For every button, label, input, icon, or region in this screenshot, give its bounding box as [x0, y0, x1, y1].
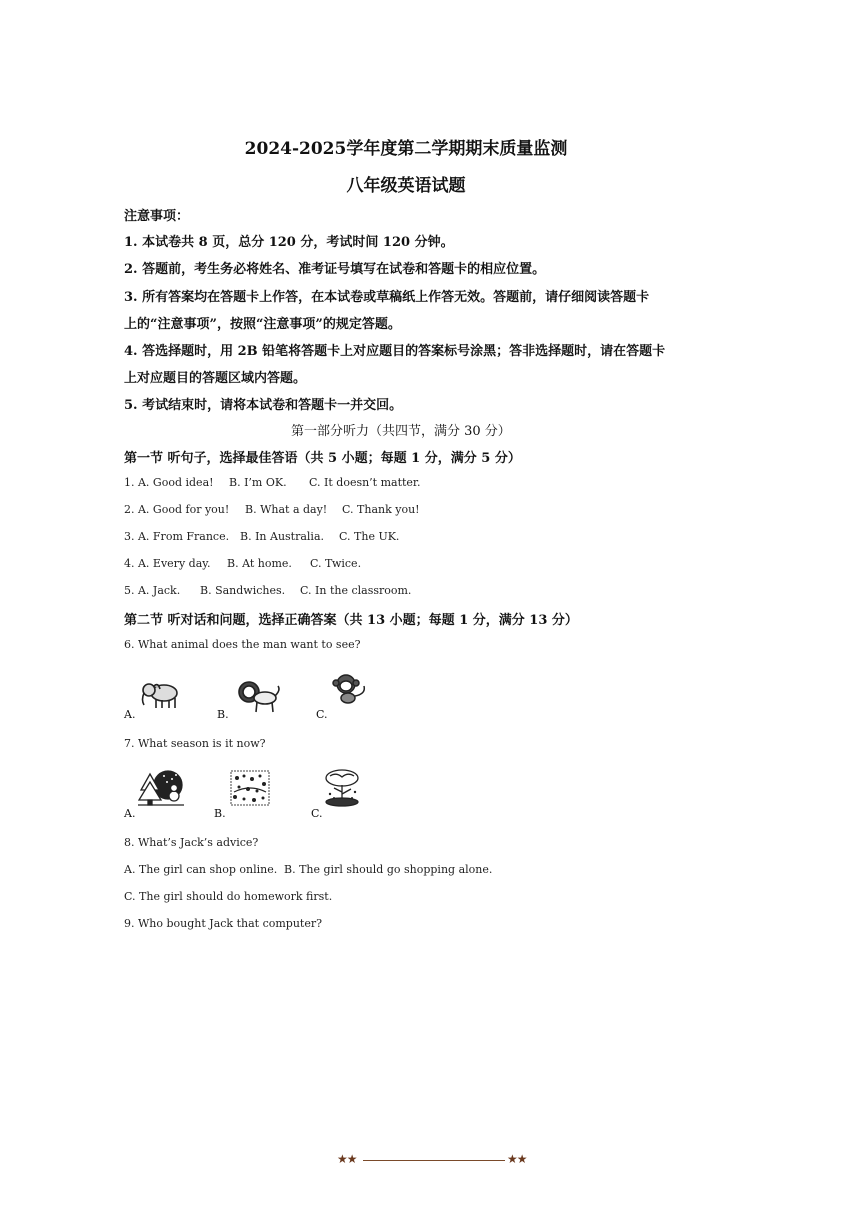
footer-divider — [363, 1160, 505, 1161]
question-6-label-a: A. — [124, 708, 136, 721]
notice-line-5: 5. 考试结束时，请将本试卷和答题卡一并交回。 — [124, 398, 403, 413]
question-4-option-b: B. At home. — [227, 557, 292, 570]
question-2-option-a: 2. A. Good for you! — [124, 503, 230, 516]
question-1-option-b: B. I’m OK. — [229, 476, 287, 489]
lion-icon — [237, 680, 281, 714]
question-6-stem: 6. What animal does the man want to see? — [124, 638, 361, 651]
notice-heading: 注意事项： — [124, 209, 190, 224]
star-icon: ★★ — [337, 1152, 357, 1166]
winter-scene-icon — [138, 770, 184, 806]
question-7-label-c: C. — [311, 807, 323, 820]
question-7-stem: 7. What season is it now? — [124, 737, 266, 750]
section2-title: 第二节 听对话和问题，选择正确答案（共 13 小题；每题 1 分，满分 13 分） — [124, 613, 578, 628]
question-8-stem: 8. What’s Jack’s advice? — [124, 836, 259, 849]
question-5-option-c: C. In the classroom. — [300, 584, 412, 597]
question-7-label-a: A. — [124, 807, 136, 820]
notice-line-3b: 上的“注意事项”，按照“注意事项”的规定答题。 — [124, 317, 401, 332]
notice-line-4: 4. 答选择题时，用 2B 铅笔将答题卡上对应题目的答案标号涂黑；答非选择题时，请在答题卡 — [124, 344, 666, 359]
question-4-option-a: 4. A. Every day. — [124, 557, 211, 570]
question-4-option-c: C. Twice. — [310, 557, 362, 570]
question-9-stem: 9. Who bought Jack that computer? — [124, 917, 322, 930]
question-6-label-b: B. — [217, 708, 229, 721]
notice-line-2: 2. 答题前，考生务必将姓名、准考证号填写在试卷和答题卡的相应位置。 — [124, 262, 546, 277]
exam-title: 2024-2025学年度第二学期期末质量监测 — [244, 139, 568, 159]
exam-subtitle: 八年级英语试题 — [346, 176, 466, 196]
question-3-option-a: 3. A. From France. — [124, 530, 230, 543]
notice-line-1: 1. 本试卷共 8 页，总分 120 分，考试时间 120 分钟。 — [124, 235, 454, 250]
question-7-label-b: B. — [214, 807, 226, 820]
notice-line-4b: 上对应题目的答题区域内答题。 — [124, 371, 307, 386]
spring-scene-icon — [230, 770, 270, 806]
star-icon: ★★ — [507, 1152, 527, 1166]
elephant-icon — [138, 680, 182, 710]
section1-title: 第一节 听句子，选择最佳答语（共 5 小题；每题 1 分，满分 5 分） — [124, 451, 521, 466]
question-3-option-b: B. In Australia. — [240, 530, 325, 543]
question-8-option-c: C. The girl should do homework first. — [124, 890, 333, 903]
notice-line-3: 3. 所有答案均在答题卡上作答，在本试卷或草稿纸上作答无效。答题前，请仔细阅读答题卡 — [124, 290, 650, 305]
question-1-option-a: 1. A. Good idea! — [124, 476, 214, 489]
footer-ornament — [337, 1152, 533, 1168]
monkey-icon — [330, 672, 370, 706]
autumn-tree-icon — [322, 768, 364, 808]
question-2-option-c: C. Thank you! — [342, 503, 420, 516]
question-3-option-c: C. The UK. — [339, 530, 400, 543]
question-2-option-b: B. What a day! — [245, 503, 328, 516]
question-5-option-a: 5. A. Jack. — [124, 584, 181, 597]
question-6-label-c: C. — [316, 708, 328, 721]
question-8-option-a: A. The girl can shop online. — [124, 863, 278, 876]
question-8-option-b: B. The girl should go shopping alone. — [284, 863, 493, 876]
question-5-option-b: B. Sandwiches. — [200, 584, 286, 597]
part1-title: 第一部分听力（共四节，满分 30 分） — [291, 424, 511, 439]
question-1-option-c: C. It doesn’t matter. — [309, 476, 421, 489]
